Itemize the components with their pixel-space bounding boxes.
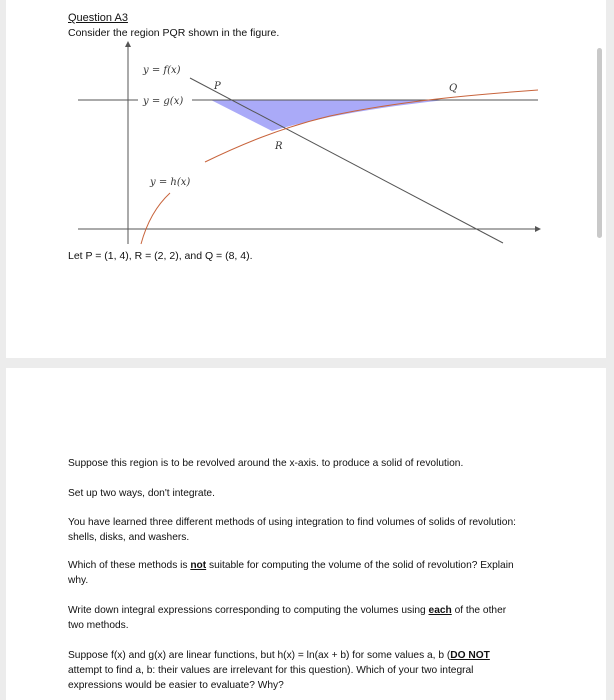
label-g: y = g(x): [143, 96, 184, 107]
label-p: P: [214, 81, 221, 92]
emphasis-do-not: DO NOT: [450, 650, 490, 661]
region-figure: [0, 0, 614, 260]
emphasis-each: each: [428, 605, 452, 616]
paragraph-revolve: Suppose this region is to be revolved around the x-axis. to produce a solid of revolution.: [68, 458, 464, 469]
label-q: Q: [449, 83, 458, 94]
emphasis-not: not: [190, 560, 207, 571]
region-pqr: [211, 100, 445, 131]
paragraph-not-suitable: Which of these methods is not suitable for computing the volume of the solid of revolution? Explain why.: [68, 560, 514, 586]
curve-h-lower: [141, 193, 170, 244]
paragraph-integrals: Write down integral expressions corresponding to computing the volumes using each of the other two methods.: [68, 605, 507, 631]
given-points: Let P = (1, 4), R = (2, 2), and Q = (8, 4).: [68, 250, 253, 262]
paragraph-setup: Set up two ways, don't integrate.: [68, 488, 215, 499]
label-f: y = f(x): [143, 65, 181, 76]
paragraph-methods: You have learned three different methods of using integration to find volumes of solids of revolution: shells, disks, and washers.: [68, 517, 516, 543]
label-h: y = h(x): [150, 177, 191, 188]
paragraph-ln: Suppose f(x) and g(x) are linear functions, but h(x) = ln(ax + b) for some values a, b (DO NOT attempt to find a, b: their values are irrelevant for this question). Which of your two integral expressions would be easier to evaluate? Why?: [68, 650, 490, 691]
label-r: R: [275, 141, 283, 152]
question-title: Question A3: [68, 12, 128, 24]
question-intro: Consider the region PQR shown in the figure.: [68, 27, 280, 39]
